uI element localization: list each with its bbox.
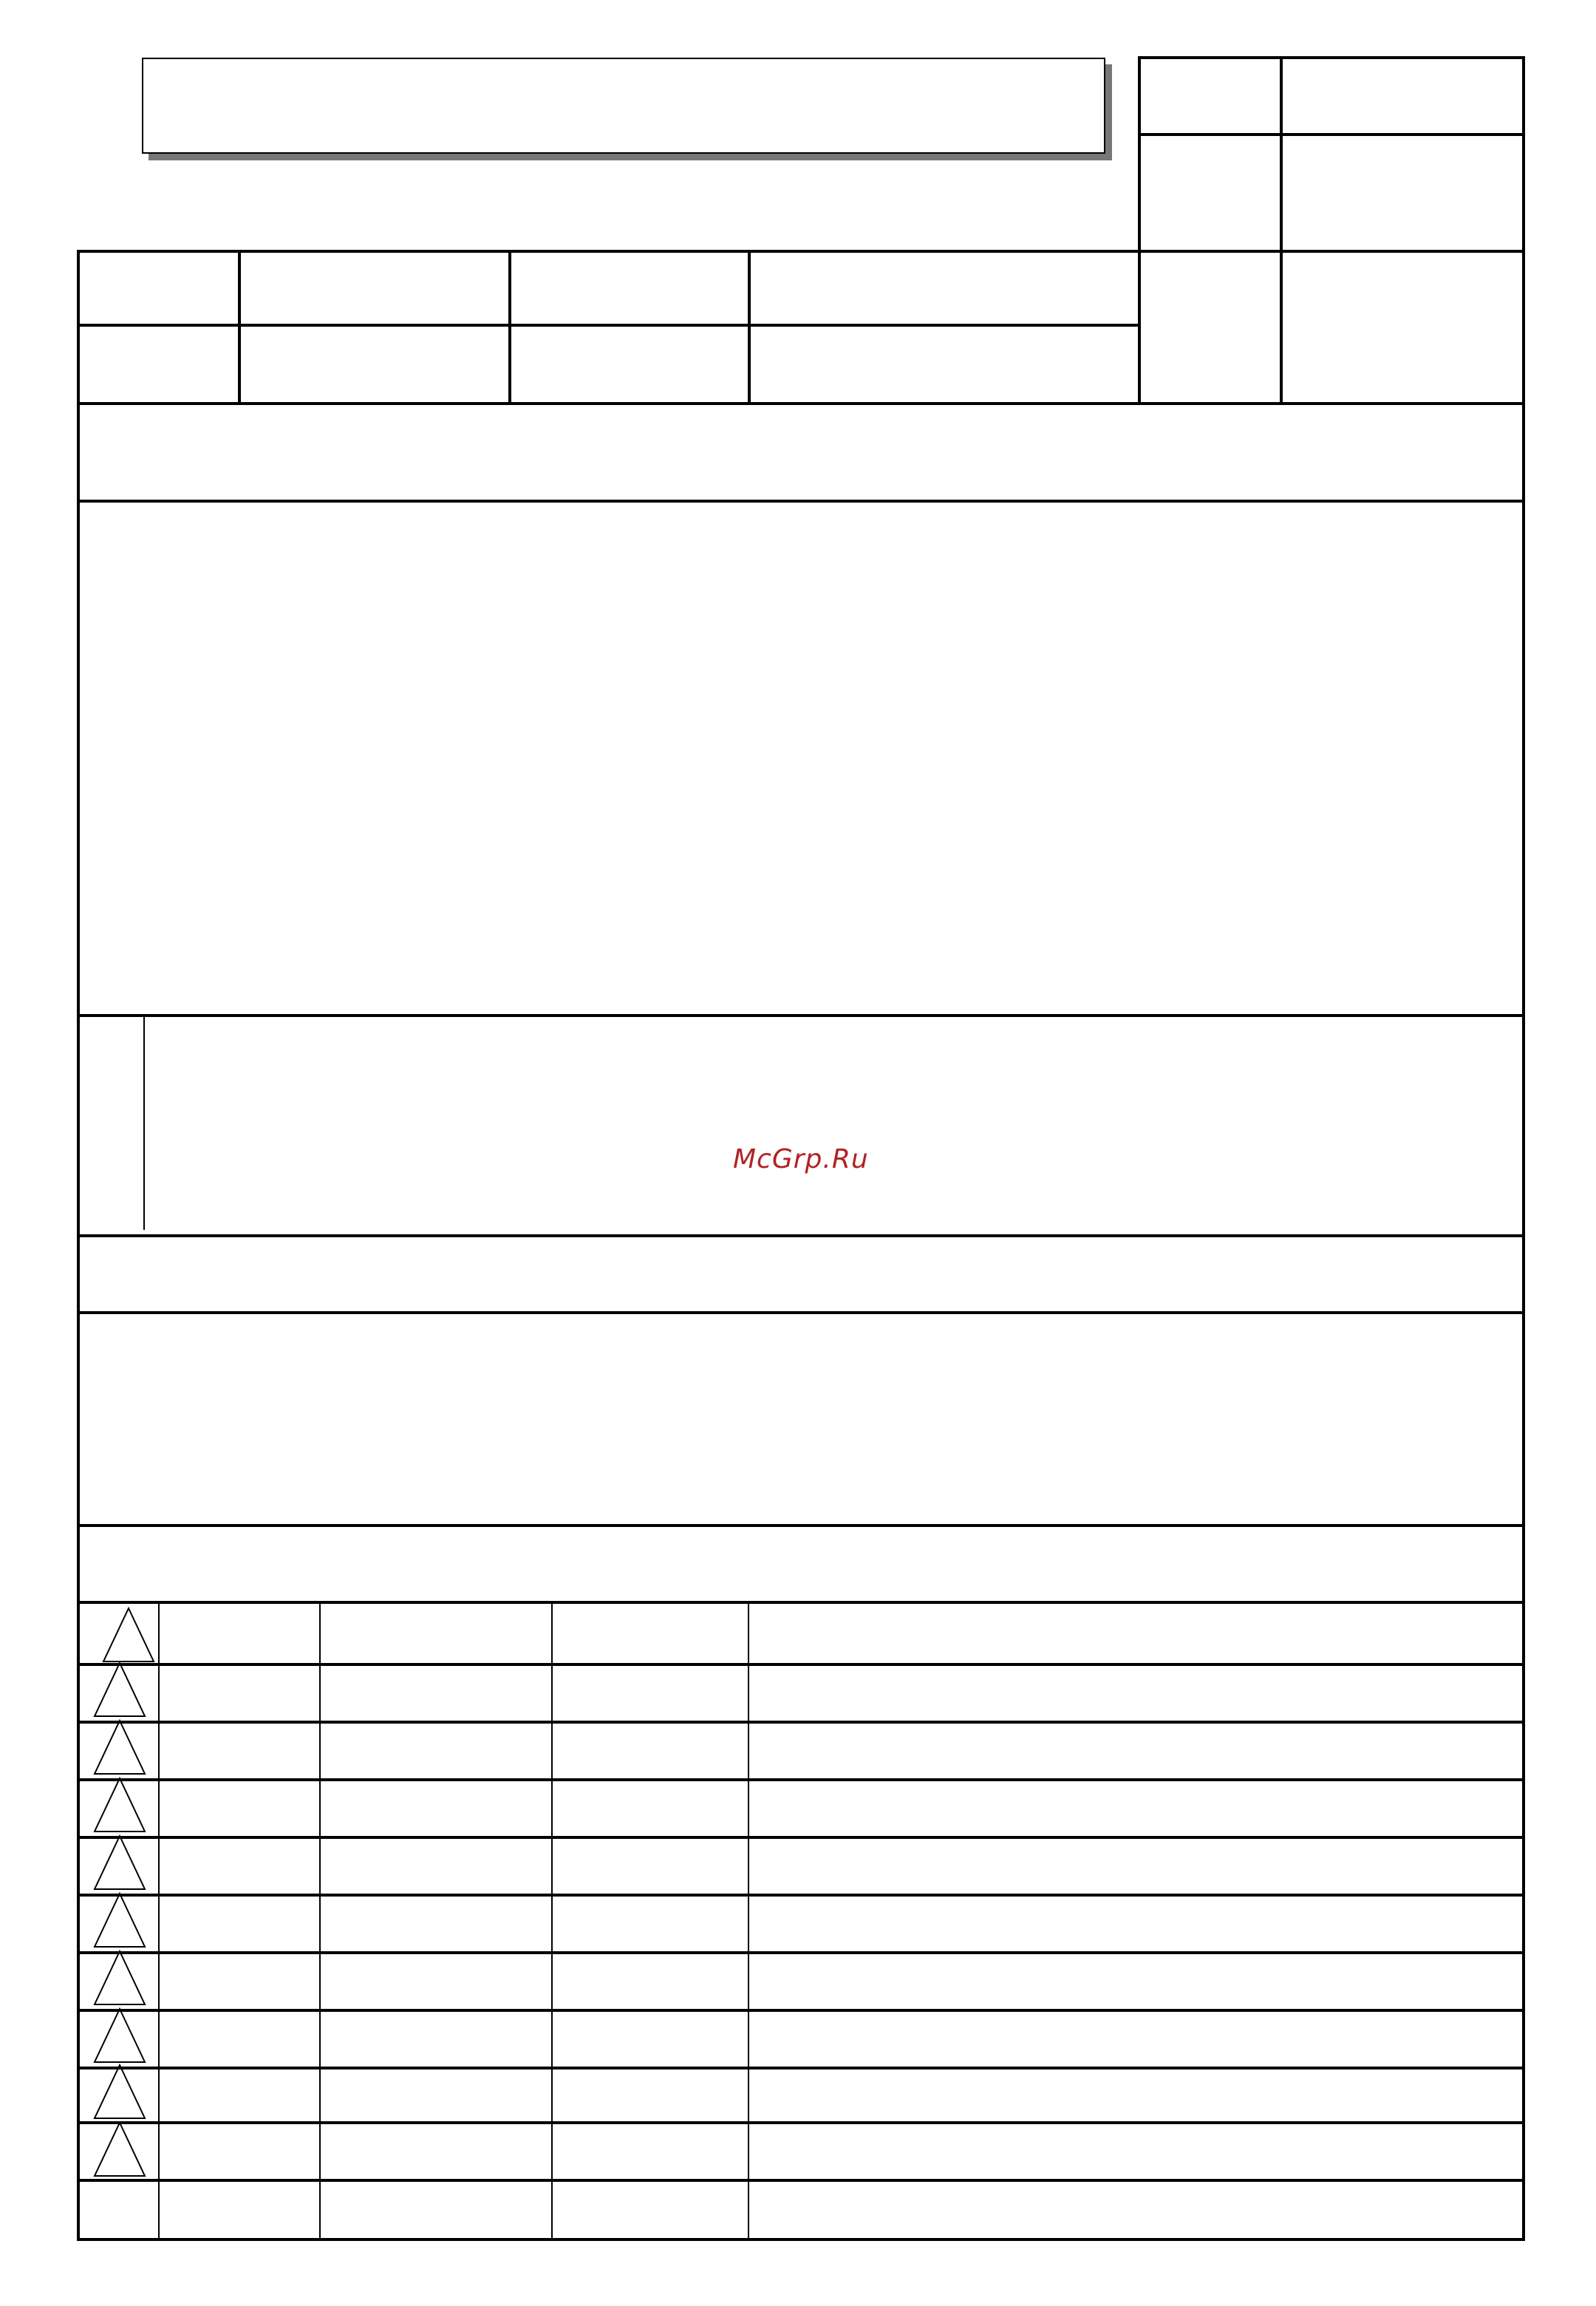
- grid-line: [77, 1894, 1525, 1897]
- grid-line: [77, 2121, 1525, 2124]
- grid-line: [77, 2009, 1525, 2012]
- grid-line: [77, 1836, 1525, 1839]
- title-block: [142, 58, 1105, 154]
- triangle-icon: [93, 1777, 146, 1833]
- grid-line: [77, 2179, 1525, 2182]
- grid-line: [77, 324, 1141, 327]
- grid-line: [1138, 133, 1525, 136]
- grid-line: [77, 1311, 1525, 1314]
- grid-line: [1138, 56, 1141, 405]
- grid-line: [77, 1778, 1525, 1781]
- grid-line: [748, 1601, 749, 2241]
- grid-line: [77, 1014, 1525, 1017]
- triangle-icon: [102, 1607, 155, 1663]
- grid-line: [77, 1234, 1525, 1237]
- grid-line: [158, 1601, 160, 2241]
- grid-line: [1522, 56, 1525, 2241]
- triangle-icon: [93, 1834, 146, 1891]
- grid-line: [1138, 56, 1525, 59]
- grid-line: [143, 1017, 145, 1230]
- grid-line: [77, 250, 80, 2241]
- grid-line: [77, 2238, 1525, 2241]
- triangle-icon: [93, 1662, 146, 1718]
- grid-line: [77, 1721, 1525, 1724]
- grid-line: [77, 2067, 1525, 2069]
- grid-line: [77, 402, 1525, 405]
- grid-line: [319, 1601, 321, 2241]
- triangle-icon: [93, 2121, 146, 2177]
- grid-line: [551, 1601, 553, 2241]
- grid-line: [77, 1601, 1525, 1604]
- triangle-icon: [93, 1892, 146, 1948]
- grid-line: [77, 1951, 1525, 1954]
- grid-line: [1280, 56, 1283, 405]
- triangle-icon: [93, 1719, 146, 1775]
- grid-line: [508, 250, 511, 405]
- grid-line: [748, 250, 751, 405]
- triangle-icon: [93, 2064, 146, 2120]
- grid-line: [77, 500, 1525, 503]
- triangle-icon: [93, 1950, 146, 2006]
- triangle-icon: [93, 2007, 146, 2064]
- grid-line: [238, 250, 241, 405]
- watermark: McGrp.Ru: [733, 1144, 869, 1174]
- grid-line: [77, 1524, 1525, 1527]
- grid-line: [77, 250, 1525, 253]
- grid-line: [77, 1663, 1525, 1666]
